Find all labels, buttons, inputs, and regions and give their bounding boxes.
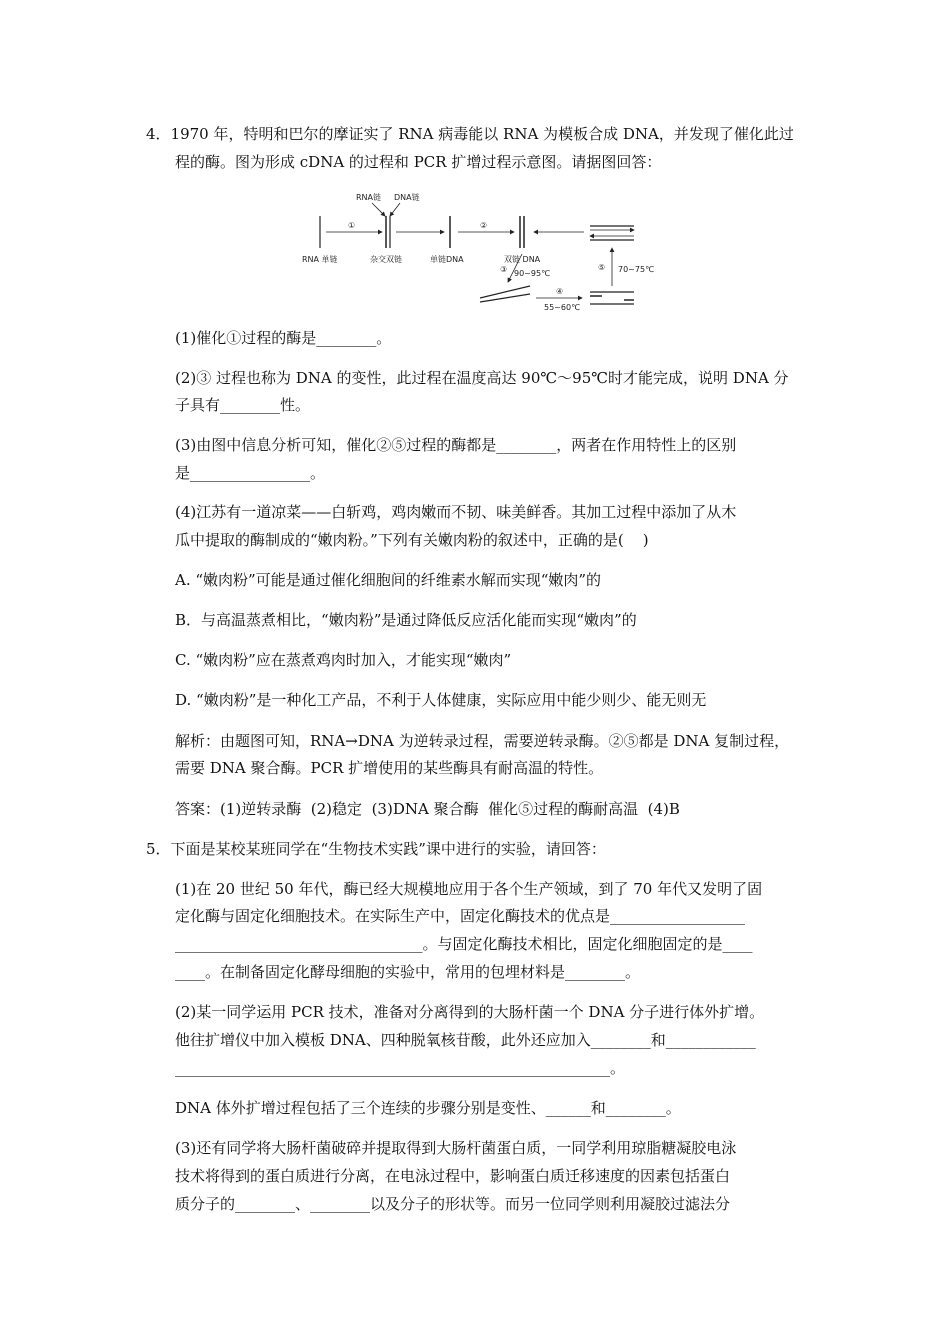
rna-single-label: RNA 单链 bbox=[302, 255, 338, 264]
rna-chain-pointer bbox=[372, 203, 385, 216]
q4-p3-line1: (3)由图中信息分析可知，催化②⑤过程的酶都是________，两者在作用特性上的区别 bbox=[175, 436, 737, 454]
q4-option-c: C. “嫩肉粉”应在蒸煮鸡肉时加入，才能实现“嫩肉” bbox=[175, 651, 512, 669]
q5-p1-line2: 定化酶与固定化细胞技术。在实际生产中，固定化酶技术的优点是__________________ bbox=[175, 907, 746, 925]
step5-temp: 70~75℃ bbox=[618, 265, 655, 274]
q4-p4-line2: 瓜中提取的酶制成的“嫩肉粉。”下列有关嫩肉粉的叙述中，正确的是( ) bbox=[175, 531, 649, 549]
step3-label: ③ bbox=[500, 265, 508, 274]
q4-p4-line1: (4)江苏有一道凉菜——白斩鸡，鸡肉嫩而不韧、味美鲜香。其加工过程中添加了从木 bbox=[175, 503, 737, 521]
q5-p2-line4: DNA 体外扩增过程包括了三个连续的步骤分别是变性、______和________。 bbox=[175, 1099, 681, 1117]
q4-answer: 答案：(1)逆转录酶 (2)稳定 (3)DNA 聚合酶 催化⑤过程的酶耐高温 (4)B bbox=[175, 800, 680, 818]
dna-chain-pointer bbox=[390, 203, 400, 216]
separated-strand-a bbox=[480, 286, 530, 298]
step2-label: ② bbox=[480, 221, 488, 230]
q4-p3-line2: 是________________。 bbox=[175, 464, 326, 482]
q4-p2-line2: 子具有________性。 bbox=[175, 396, 311, 414]
q4-stem-line1: 4．1970 年，特明和巴尔的摩证实了 RNA 病毒能以 RNA 为模板合成 DNA，并发现了催化此过 bbox=[146, 125, 794, 143]
cdna-pcr-diagram bbox=[290, 186, 670, 316]
q4-stem-line2: 程的酶。图为形成 cDNA 的过程和 PCR 扩增过程示意图。请据图回答： bbox=[175, 153, 662, 171]
q5-p2-line1: (2)某一同学运用 PCR 技术，准备对分离得到的大肠杆菌一个 DNA 分子进行体外扩增。 bbox=[175, 1003, 765, 1021]
q5-p2-line2: 他往扩增仪中加入模板 DNA、四种脱氧核苷酸，此外还应加入________和____________ bbox=[175, 1031, 756, 1049]
separated-strand-b bbox=[480, 294, 530, 302]
q5-p3-line1: (3)还有同学将大肠杆菌破碎并提取得到大肠杆菌蛋白质，一同学利用琼脂糖凝胶电泳 bbox=[175, 1139, 737, 1157]
q4-p2-line1: (2)③ 过程也称为 DNA 的变性，此过程在温度高达 90℃～95℃时才能完成，说明 DNA 分 bbox=[175, 369, 789, 387]
single-dna-label: 单链DNA bbox=[430, 255, 464, 264]
q4-option-b: B．与高温蒸煮相比，“嫩肉粉”是通过降低反应活化能而实现“嫩肉”的 bbox=[175, 611, 637, 629]
q5-p1-line3: _________________________________。与固定化酶技术相比，固定化细胞固定的是____ bbox=[175, 935, 753, 953]
q4-analysis-line1: 解析：由题图可知，RNA→DNA 为逆转录过程，需要逆转录酶。②⑤都是 DNA 复制过程， bbox=[175, 732, 790, 750]
q4-p1: (1)催化①过程的酶是________。 bbox=[175, 329, 392, 347]
step4-label: ④ bbox=[556, 287, 564, 296]
step4-temp: 55~60℃ bbox=[544, 303, 581, 312]
rna-chain-label: RNA链 bbox=[356, 193, 382, 202]
q5-p1-line4: ____。在制备固定化酵母细胞的实验中，常用的包埋材料是________。 bbox=[175, 963, 641, 981]
q4-option-a: A. “嫩肉粉”可能是通过催化细胞间的纤维素水解而实现“嫩肉”的 bbox=[175, 571, 602, 589]
step3-temp: 90~95℃ bbox=[514, 269, 551, 278]
dna-chain-label: DNA链 bbox=[394, 193, 420, 202]
q5-stem: 5．下面是某校某班同学在“生物技术实践”课中进行的实验，请回答： bbox=[146, 840, 606, 858]
step1-label: ① bbox=[348, 221, 356, 230]
q5-p3-line2: 技术将得到的蛋白质进行分离，在电泳过程中，影响蛋白质迁移速度的因素包括蛋白 bbox=[175, 1167, 731, 1185]
q4-analysis-line2: 需要 DNA 聚合酶。PCR 扩增使用的某些酶具有耐高温的特性。 bbox=[175, 759, 604, 777]
q4-option-d: D. “嫩肉粉”是一种化工产品，不利于人体健康，实际应用中能少则少、能无则无 bbox=[175, 691, 707, 709]
q5-p3-line3: 质分子的________、________以及分子的形状等。而另一位同学则利用凝胶过滤法分 bbox=[175, 1195, 731, 1213]
hybrid-label: 杂交双链 bbox=[370, 255, 402, 264]
q5-p1-line1: (1)在 20 世纪 50 年代，酶已经大规模地应用于各个生产领域，到了 70 年代又发明了固 bbox=[175, 880, 763, 898]
step5-label: ⑤ bbox=[598, 263, 606, 272]
q5-p2-line3: __________________________________________________________。 bbox=[175, 1059, 626, 1077]
double-dna-label: 双链 DNA bbox=[504, 255, 541, 264]
